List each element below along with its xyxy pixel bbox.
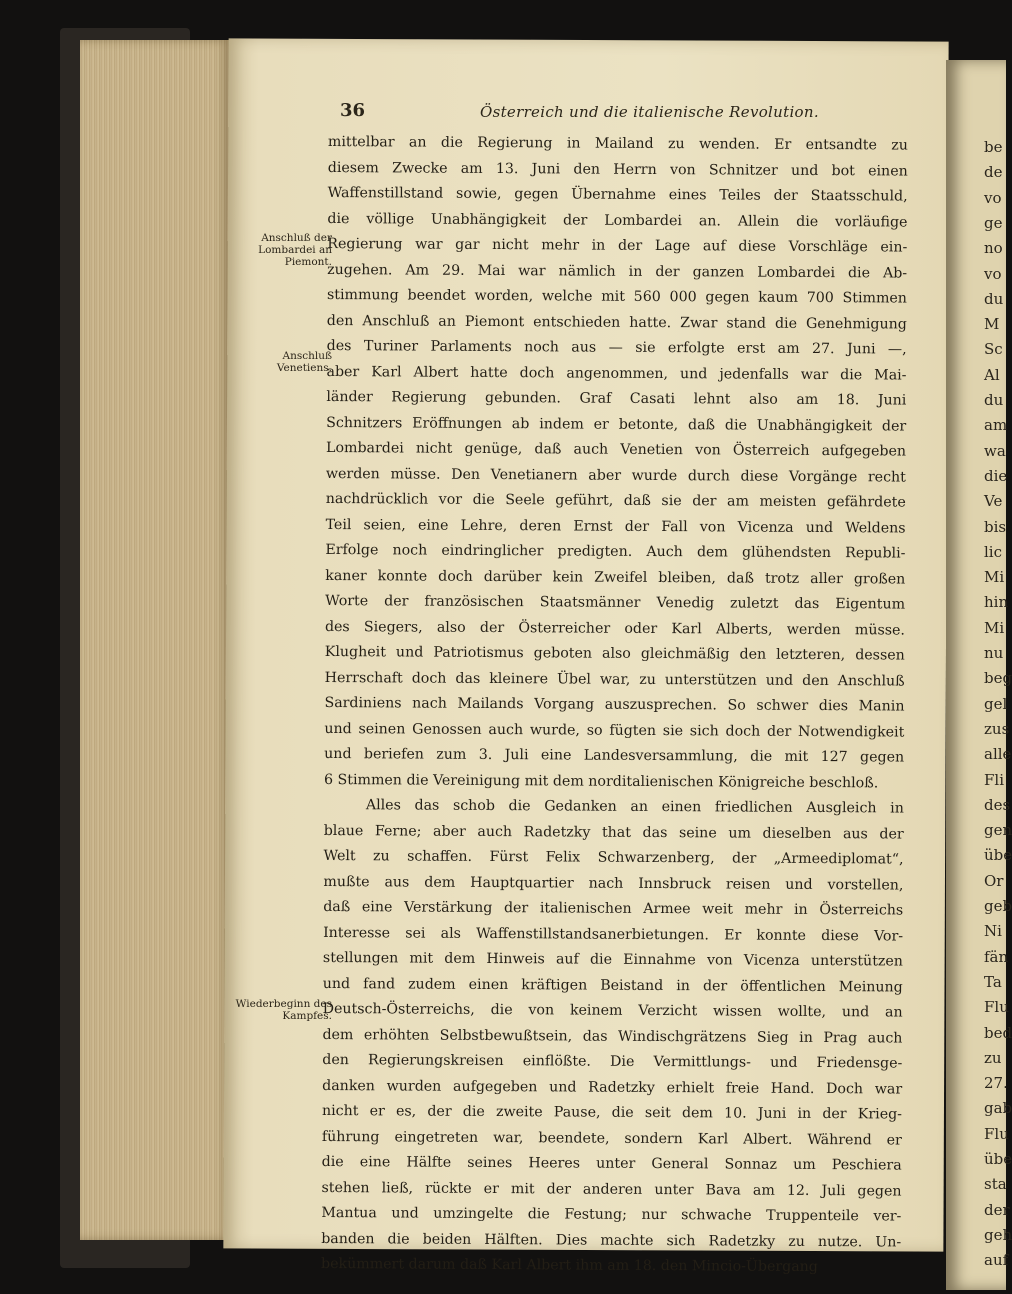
text-line: Herrschaft doch das kleinere Übel war, zu unterstützen und den Anschluß (324, 669, 905, 690)
next-page-fragment: bed (984, 1023, 1012, 1042)
next-page-fragment: geh (984, 1225, 1012, 1244)
page-header (340, 100, 930, 126)
text-line: bekümmert darum daß Karl Albert ihm am 18. den Mincio-Übergang (321, 1255, 818, 1276)
next-page-fragment: des (984, 795, 1011, 814)
text-line: und beriefen zum 3. Juli eine Landesversammlung, die mit 127 gegen (324, 745, 905, 766)
next-page-fragment: Or (984, 871, 1004, 890)
text-line: Sardiniens nach Mailands Vorgang auszusprechen. So schwer dies Manin (324, 694, 905, 715)
next-page-fragment: auf (984, 1251, 1009, 1270)
next-page-fragment: Ta (984, 972, 1002, 991)
text-line: Mantua und umzingelte die Festung; nur schwache Truppenteile ver- (321, 1204, 902, 1225)
text-line: aber Karl Albert hatte doch angenommen, und jedenfalls war die Mai- (326, 363, 907, 384)
next-page-fragment: Ve (984, 492, 1003, 511)
next-page-fragment: zus (984, 719, 1010, 738)
next-page-fragment: sta (984, 1175, 1007, 1194)
next-page-fragment: bis (984, 517, 1007, 536)
body-text (321, 130, 908, 1281)
next-page-fragment: Sc (984, 340, 1003, 359)
next-page-fragment: Al (984, 365, 1000, 384)
next-page-fragment: der (984, 1200, 1010, 1219)
next-page-fragment: hin (984, 593, 1009, 612)
next-page-fragment: Flu (984, 998, 1009, 1017)
next-page-fragment: gel (984, 694, 1008, 713)
next-page-fragment: am (984, 416, 1008, 435)
next-page-fragment: Ni (984, 922, 1002, 941)
text-line: den Regierungskreisen einflößte. Die Vermittlungs- und Friedensge- (322, 1051, 903, 1072)
page-number: 36 (340, 100, 366, 121)
text-line: Schnitzers Eröffnungen ab indem er betonte, daß die Unabhängigkeit der (326, 414, 907, 435)
next-page-fragment: M (984, 315, 1000, 334)
text-line: stehen ließ, rückte er mit der anderen unter Bava am 12. Juli gegen (321, 1179, 902, 1200)
next-page-fragment: beg (984, 669, 1012, 688)
next-page-fragment: Fli (984, 770, 1005, 789)
text-line: des Siegers, also der Österreicher oder Karl Alberts, werden müsse. (324, 618, 906, 639)
text-line: länder Regierung gebunden. Graf Casati lehnt also am 18. Juni (326, 388, 907, 409)
next-page-fragment: 27. (984, 1074, 1008, 1093)
next-page-fragment: übe (984, 846, 1012, 865)
next-page-fragment: Flu (984, 1124, 1009, 1143)
next-page-fragment: alle (984, 745, 1012, 764)
text-line: kaner konnte doch darüber kein Zweifel bleiben, daß trotz aller großen (325, 567, 906, 588)
text-line: nicht er es, der die zweite Pause, die seit dem 10. Juni in der Krieg- (321, 1102, 903, 1123)
text-line: stimmung beendet worden, welche mit 560 000 gegen kaum 700 Stimmen (326, 286, 908, 307)
text-line: Lombardei nicht genüge, daß auch Venetien von Österreich aufgegeben (326, 439, 907, 460)
text-line: und seinen Genossen auch wurde, so fügten sie sich doch der Notwendigkeit (324, 720, 905, 741)
text-line: 6 Stimmen die Vereinigung mit dem norditalienischen Königreiche beschloß. (323, 771, 879, 791)
text-line: führung eingetreten war, beendete, sondern Karl Albert. Während er (321, 1128, 902, 1149)
margin-note-lombardei: Anschluß der Lombardei an Piemont. (258, 232, 332, 268)
running-title: Österreich und die italienische Revolution. (480, 103, 819, 121)
next-page-fragment: die (984, 466, 1008, 485)
next-page-fragment: geb (984, 897, 1012, 915)
next-page-fragment: gen (984, 821, 1012, 840)
text-line: Waffenstillstand sowie, gegen Übernahme eines Teiles der Staatsschuld, (327, 184, 908, 205)
text-line: zugehen. Am 29. Mai war nämlich in der ganzen Lombardei die Ab- (327, 261, 908, 282)
text-line: Regierung war gar nicht mehr in der Lage auf diese Vorschläge ein- (327, 235, 908, 256)
margin-note-kampf: Wiederbeginn des Kampfes. (235, 998, 332, 1022)
text-line: daß eine Verstärkung der italienischen Armee weit mehr in Österreichs (323, 898, 904, 919)
text-line: banden die beiden Hälften. Dies machte sich Radetzky zu nutze. Un- (321, 1230, 902, 1251)
text-line: dem erhöhten Selbstbewußtsein, das Windischgrätzens Sieg in Prag auch (322, 1026, 903, 1047)
text-line: mußte aus dem Hauptquartier nach Innsbruck reisen und vorstellen, (323, 873, 904, 894)
next-page-fragment: du (984, 391, 1004, 409)
text-line: Teil seien, eine Lehre, deren Ernst der Fall von Vicenza und Weldens (325, 516, 906, 537)
text-line: blaue Ferne; aber auch Radetzky that das seine um dieselben aus der (323, 822, 904, 843)
next-page-fragment: be (984, 138, 1003, 156)
margin-note-venetien: Anschluß Venetiens. (276, 350, 332, 374)
text-line: Welt zu schaffen. Fürst Felix Schwarzenberg, der „Armeediplomat“, (323, 847, 904, 868)
text-line: werden müsse. Den Venetianern aber wurde durch diese Vorgänge recht (325, 465, 906, 486)
text-line: und fand zudem einen kräftigen Beistand in der öffentlichen Meinung (322, 975, 903, 996)
next-page-fragment: no (984, 239, 1003, 258)
text-line: danken wurden aufgegeben und Radetzky erhielt freie Hand. Doch war (322, 1077, 903, 1098)
next-page-fragment: de (984, 163, 1003, 182)
next-page-fragment: wa (984, 441, 1006, 460)
page-block-edges (80, 40, 230, 1240)
text-line: stellungen mit dem Hinweis auf die Einnahme von Vicenza unterstützen (322, 949, 903, 970)
next-page-fragment: fän (984, 947, 1009, 966)
next-page-fragment: lic (984, 542, 1002, 561)
next-page-fragment: gab (984, 1099, 1012, 1118)
text-line: des Turiner Parlaments noch aus — sie erfolgte erst am 27. Juni —, (326, 337, 907, 358)
text-line: Worte der französischen Staatsmänner Venedig zuletzt das Eigentum (325, 592, 906, 613)
next-page-fragment: zu (984, 1048, 1002, 1067)
next-page-fragment: ge (984, 213, 1003, 232)
right-page-strip (946, 60, 1012, 1290)
next-page-fragment: Mi (984, 568, 1005, 587)
next-page-fragment: vo (984, 188, 1002, 207)
next-page-fragment: du (984, 289, 1004, 308)
next-page-fragment: Mi (984, 618, 1005, 637)
text-line: die eine Hälfte seines Heeres unter General Sonnaz um Peschiera (321, 1153, 902, 1174)
text-line: Erfolge noch eindringlicher predigten. Auch dem glühendsten Republi- (325, 541, 906, 562)
next-page-fragment: vo (984, 264, 1002, 283)
text-line: diesem Zwecke am 13. Juni den Herrn von Schnitzer und bot einen (327, 159, 908, 180)
text-line: Klugheit und Patriotismus geboten also gleichmäßig den letzteren, dessen (324, 643, 905, 664)
text-line: Alles das schob die Gedanken an einen friedlichen Ausgleich in (365, 797, 904, 817)
text-line: den Anschluß an Piemont entschieden hatte. Zwar stand die Genehmigung (326, 312, 907, 333)
text-line: nachdrücklich vor die Seele geführt, daß sie der am meisten gefährdete (325, 490, 906, 511)
text-line: mittelbar an die Regierung in Mailand zu wenden. Er entsandte zu (327, 133, 908, 154)
text-line: die völlige Unabhängigkeit der Lombardei an. Allein die vorläufige (327, 210, 908, 231)
text-line: Interesse sei als Waffenstillstandsanerbietungen. Er konnte diese Vor- (323, 924, 904, 945)
next-page-fragment: übe (984, 1150, 1012, 1168)
next-page-fragment: nu (984, 644, 1004, 662)
text-line: Deutsch-Österreichs, die von keinem Verzicht wissen wollte, und an (322, 1000, 903, 1021)
